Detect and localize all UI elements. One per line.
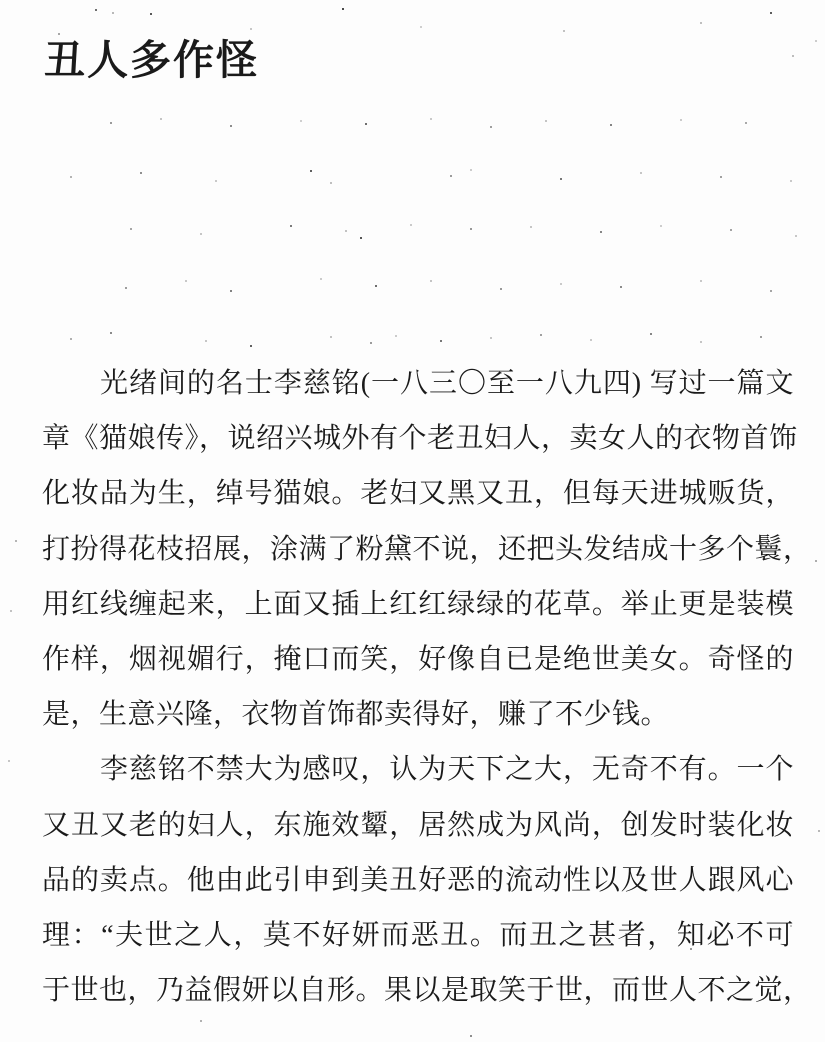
text-line: 章《猫娘传》，说绍兴城外有个老丑妇人，卖女人的衣物首饰 [42,423,798,455]
text-line: 是，生意兴隆，衣物首饰都卖得好，赚了不少钱。 [42,699,670,731]
text-line: 作样，烟视媚行，掩口而笑，好像自已是绝世美女。奇怪的 [42,643,794,675]
text-line: 用红线缠起来，上面又插上红红绿绿的花草。举止更是装模 [42,588,794,620]
text-line: 又丑又老的妇人，东施效颦，居然成为风尚，创发时装化妆 [42,809,794,841]
text-line: 理：“夫世之人，莫不好妍而恶丑。而丑之甚者，知必不可 [42,919,794,951]
body-text [42,356,812,1018]
text-line: 化妆品为生，绰号猫娘。老妇又黑又丑，但每天进城贩货， [42,478,794,510]
scan-noise-specks [0,0,2,2]
text-line: 于世也，乃益假妍以自形。果以是取笑于世，而世人不之觉， [42,975,812,1007]
text-line: 光绪间的名士李慈铭(一八三〇至一八九四) 写过一篇文 [100,368,794,399]
text-line: 李慈铭不禁大为感叹，认为天下之大，无奇不有。一个 [100,754,794,786]
text-line: 打扮得花枝招展，涂满了粉黛不说，还把头发结成十多个鬟， [42,533,812,565]
text-line: 品的卖点。他由此引申到美丑好恶的流动性以及世人跟风心 [42,864,794,896]
chapter-title: 丑人多作怪 [44,37,259,83]
